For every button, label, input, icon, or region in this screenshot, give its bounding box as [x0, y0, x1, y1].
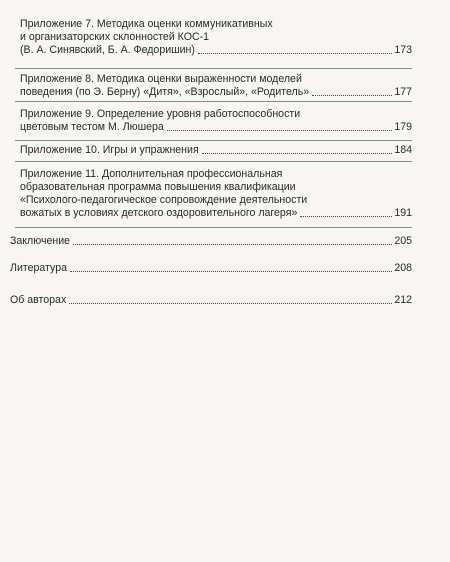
toc-entry-literature[interactable] [10, 262, 412, 275]
toc-entry-title: Приложение 11. Дополнительная профессиональная [20, 168, 283, 180]
leader-dots [167, 130, 393, 131]
toc-entry-title: Приложение 9. Определение уровня работоспособности [20, 108, 301, 120]
toc-entry-title: Заключение [10, 235, 71, 247]
toc-entry-appendix-8[interactable] [20, 73, 412, 99]
toc-line [20, 194, 412, 207]
leader-dots [202, 153, 393, 154]
toc-line [20, 168, 412, 181]
toc-line [20, 18, 412, 31]
toc-line [20, 181, 412, 194]
toc-page-number: 191 [394, 207, 412, 219]
toc-entry-appendix-10[interactable] [20, 144, 412, 157]
toc-page-number: 177 [394, 86, 412, 98]
toc-page-number: 208 [394, 262, 412, 274]
toc-page-number: 212 [394, 294, 412, 306]
toc-entry-title: Об авторах [10, 294, 67, 306]
toc-line [20, 207, 412, 220]
toc-entry-title: Приложение 7. Методика оценки коммуникативных [20, 18, 273, 30]
toc-page-number: 184 [394, 144, 412, 156]
leader-dots [73, 244, 392, 245]
toc-entry-title: и организаторских склонностей КОС-1 [20, 31, 210, 43]
toc-entry-conclusion[interactable] [10, 235, 412, 248]
toc-line [10, 235, 412, 248]
toc-entry-title: (В. А. Синявский, Б. А. Федоришин) [20, 44, 195, 56]
toc-line [20, 31, 412, 44]
toc-entry-title: цветовым тестом М. Люшера [20, 121, 164, 133]
leader-dots [312, 95, 392, 96]
toc-line [10, 294, 412, 307]
toc-line [20, 121, 412, 134]
toc-page-number: 179 [394, 121, 412, 133]
toc-page-number: 173 [394, 44, 412, 56]
leader-dots [198, 53, 392, 54]
toc-entry-title: поведения (по Э. Берну) «Дитя», «Взрослый», «Родитель» [20, 86, 310, 98]
separator-line [15, 161, 412, 162]
toc-entry-about-authors[interactable] [10, 294, 412, 307]
leader-dots [70, 271, 392, 272]
toc-entry-title: вожатых в условиях детского оздоровительного лагеря» [20, 207, 298, 219]
toc-line [20, 108, 412, 121]
toc-entry-title: Литература [10, 262, 67, 274]
leader-dots [69, 303, 392, 304]
toc-entry-appendix-9[interactable] [20, 108, 412, 134]
leader-dots [300, 216, 392, 217]
toc-entry-title: образовательная программа повышения квалификации [20, 181, 296, 193]
toc-line [20, 73, 412, 86]
toc-line [10, 262, 412, 275]
toc-line [20, 86, 412, 99]
toc-entry-title: Приложение 8. Методика оценки выраженности моделей [20, 73, 302, 85]
separator-line [15, 227, 412, 228]
toc-page-number: 205 [394, 235, 412, 247]
toc-line [20, 144, 412, 157]
separator-line [15, 140, 412, 141]
toc-entry-title: «Психолого-педагогическое сопровождение деятельности [20, 194, 308, 206]
separator-line [15, 68, 412, 69]
separator-line [15, 101, 412, 102]
toc-entry-appendix-7[interactable] [20, 18, 412, 57]
toc-entry-appendix-11[interactable] [20, 168, 412, 220]
toc-line [20, 44, 412, 57]
toc-entry-title: Приложение 10. Игры и упражнения [20, 144, 199, 156]
